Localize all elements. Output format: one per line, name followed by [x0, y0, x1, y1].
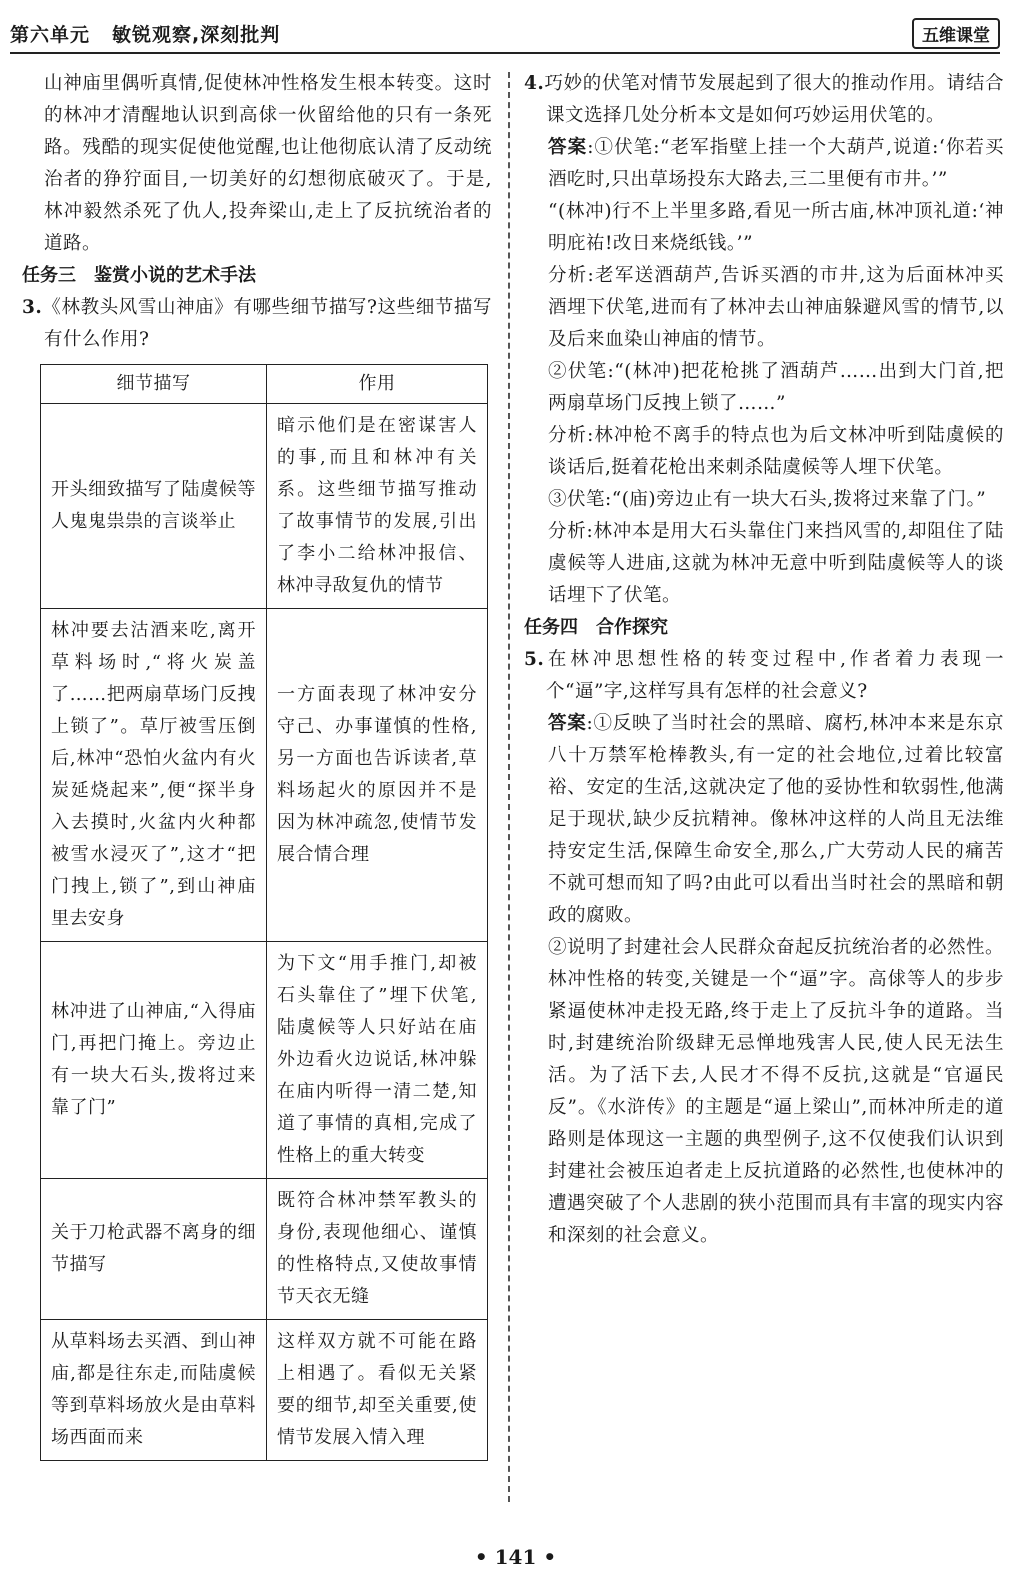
- question-text: 《林教头风雪山神庙》有哪些细节描写?这些细节描写有什么作用?: [42, 297, 492, 350]
- answer-4-analysis2: 分析:林冲枪不离手的特点也为后文林冲听到陆虞候的谈话后,挺着花枪出来刺杀陆虞候等人埋下伏笔。: [548, 425, 1004, 478]
- answer-label: 答案: [548, 137, 588, 158]
- left-column: [22, 68, 492, 1461]
- answer-4-part1: [524, 132, 1004, 196]
- page-number: • 141 •: [474, 1545, 557, 1569]
- column-header-effect: 作用: [267, 365, 488, 404]
- page-header: [10, 10, 1000, 54]
- detail-cell: 林冲进了山神庙,“入得庙门,再把门掩上。旁边止有一块大石头,拨将过来靠了门”: [41, 942, 267, 1179]
- unit-title: 敏锐观察,深刻批判: [112, 24, 281, 46]
- detail-cell: 从草料场去买酒、到山神庙,都是往东走,而陆虞候等到草料场放火是由草料场西面而来: [41, 1320, 267, 1461]
- answer-4-analysis3: 分析:林冲本是用大石头靠住门来挡风雪的,却阻住了陆虞候等人进庙,这就为林冲无意中听到陆虞候等人的谈话埋下了伏笔。: [548, 521, 1004, 606]
- answer-text: :①伏笔:“老军指壁上挂一个大葫芦,说道:‘你若买酒吃时,只出草场投东大路去,三二里便有市井。’”: [548, 137, 1004, 190]
- question-text: 巧妙的伏笔对情节发展起到了很大的推动作用。请结合课文选择几处分析本文是如何巧妙运用伏笔的。: [544, 73, 1004, 126]
- task-label: 任务四: [524, 617, 578, 638]
- detail-table: [40, 364, 488, 1461]
- effect-cell: 一方面表现了林冲安分守己、办事谨慎的性格,另一方面也告诉读者,草料场起火的原因并不是因为林冲疏忽,使情节发展合情合理: [267, 609, 488, 942]
- table-row: [41, 609, 488, 942]
- answer-label: 答案: [548, 713, 587, 734]
- detail-cell: 开头细致描写了陆虞候等人鬼鬼祟祟的言谈举止: [41, 404, 267, 609]
- task-four-heading: [524, 612, 1004, 644]
- question-text: 在林冲思想性格的转变过程中,作者着力表现一个“逼”字,这样写具有怎样的社会意义?: [544, 649, 1004, 702]
- task-label: 任务三: [22, 265, 76, 286]
- question-4: [524, 68, 1004, 132]
- answer-4-analysis1: 分析:老军送酒葫芦,告诉买酒的市井,这为后面林冲买酒埋下伏笔,进而有了林冲去山神庙躲避风雪的情节,以及后来血染山神庙的情节。: [548, 265, 1004, 350]
- task-title: 鉴赏小说的艺术手法: [94, 265, 256, 286]
- column-header-detail: 细节描写: [41, 365, 267, 404]
- effect-cell: 暗示他们是在密谋害人的事,而且和林冲有关系。这些细节描写推动了故事情节的发展,引出了李小二给林冲报信、林冲寻敌复仇的情节: [267, 404, 488, 609]
- unit-heading: [10, 20, 280, 47]
- answer-4-part3: ②伏笔:“(林冲)把花枪挑了酒葫芦……出到大门首,把两扇草场门反拽上锁了……”: [548, 361, 1004, 414]
- effect-cell: 这样双方就不可能在路上相遇了。看似无关紧要的细节,却至关重要,使情节发展入情入理: [267, 1320, 488, 1461]
- table-header-row: [41, 365, 488, 404]
- detail-cell: 关于刀枪武器不离身的细节描写: [41, 1179, 267, 1320]
- table-row: [41, 1179, 488, 1320]
- task-title: 合作探究: [596, 617, 668, 638]
- question-5: [524, 644, 1004, 708]
- answer-5-part2: ②说明了封建社会人民群众奋起反抗统治者的必然性。林冲性格的转变,关键是一个“逼”字。高俅等人的步步紧逼使林冲走投无路,终于走上了反抗斗争的道路。当时,封建统治阶级肆无忌惮地残害人民,使人民无法生活。为了活下去,人民才不得不反抗,这就是“官逼民反”。《水浒传》的主题是“逼上梁山”,而林冲所走的道路则是体现这一主题的典型例子,这不仅使我们认识到封建社会被压迫者走上反抗道路的必然性,也使林冲的遭遇突破了个人悲剧的狭小范围而具有丰富的现实内容和深刻的社会意义。: [548, 937, 1005, 1246]
- column-divider: [508, 72, 510, 1502]
- table-row: [41, 1320, 488, 1461]
- brand-logo: 五维课堂: [912, 18, 1000, 49]
- task-three-heading: [22, 260, 492, 292]
- question-3: [22, 292, 492, 356]
- right-column: [524, 68, 1004, 1252]
- effect-cell: 既符合林冲禁军教头的身份,表现他细心、谨慎的性格特点,又使故事情节天衣无缝: [267, 1179, 488, 1320]
- table-row: [41, 942, 488, 1179]
- unit-label: 第六单元: [10, 24, 91, 46]
- answer-5-part1: [524, 708, 1004, 932]
- detail-cell: 林冲要去沽酒来吃,离开草料场时,“将火炭盖了……把两扇草场门反拽上锁了”。草厅被雪压倒后,林冲“恐怕火盆内有火炭延烧起来”,便“探半身入去摸时,火盆内火种都被雪水浸灭了”,这才“把门拽上,锁了”,到山神庙里去安身: [41, 609, 267, 942]
- effect-cell: 为下文“用手推门,却被石头靠住了”埋下伏笔,陆虞候等人只好站在庙外边看火边说话,林冲躲在庙内听得一清二楚,知道了事情的真相,完成了性格上的重大转变: [267, 942, 488, 1179]
- answer-4-part2: “(林冲)行不上半里多路,看见一所古庙,林冲顶礼道:‘神明庇祐!改日来烧纸钱。’”: [548, 201, 1004, 254]
- answer-4-part4: ③伏笔:“(庙)旁边止有一块大石头,拨将过来靠了门。”: [548, 489, 987, 510]
- paragraph-conclusion: 山神庙里偶听真情,促使林冲性格发生根本转变。这时的林冲才清醒地认识到高俅一伙留给他的只有一条死路。残酷的现实促使他觉醒,也让他彻底认清了反动统治者的狰狞面目,一切美好的幻想彻底破灭了。于是,林冲毅然杀死了仇人,投奔梁山,走上了反抗统治者的道路。: [44, 73, 492, 254]
- question-number: 4.: [524, 73, 545, 94]
- answer-text: :①反映了当时社会的黑暗、腐朽,林冲本来是东京八十万禁军枪棒教头,有一定的社会地位,过着比较富裕、安定的生活,这就决定了他的妥协性和软弱性,他满足于现状,缺少反抗精神。像林冲这样的人尚且无法维持安定生活,保障生命安全,那么,广大劳动人民的痛苦不就可想而知了吗?由此可以看出当时社会的黑暗和朝政的腐败。: [548, 713, 1004, 926]
- table-row: [41, 404, 488, 609]
- question-number: 5.: [524, 649, 545, 670]
- question-number: 3.: [22, 297, 43, 318]
